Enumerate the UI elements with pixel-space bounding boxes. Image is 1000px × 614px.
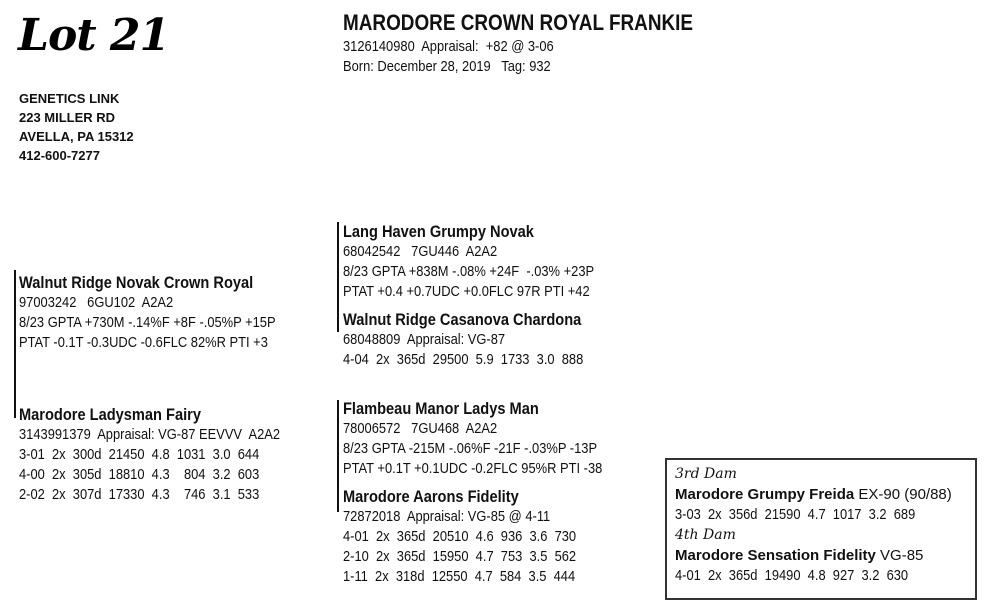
sire-id: 97003242 6GU102 A2A2 bbox=[19, 294, 174, 311]
subject-born-line: Born: December 28, 2019 Tag: 932 bbox=[343, 58, 551, 75]
dam-dam-record: 2-10 2x 365d 15950 4.7 753 3.5 562 bbox=[343, 548, 577, 565]
dam-dam-record: 1-11 2x 318d 12550 4.7 584 3.5 444 bbox=[343, 568, 576, 585]
dam-dam-name: Marodore Aarons Fidelity bbox=[343, 487, 519, 506]
dam-id: 3143991379 Appraisal: VG-87 EEVVV A2A2 bbox=[19, 426, 281, 443]
sire-gpta: 8/23 GPTA +730M -.14%F +8F -.05%P +15P bbox=[19, 314, 276, 331]
sire-sire-ptat: PTAT +0.4 +0.7UDC +0.0FLC 97R PTI +42 bbox=[343, 283, 590, 300]
sire-sire-id: 68042542 7GU446 A2A2 bbox=[343, 243, 498, 260]
third-dam-label: 3rd Dam bbox=[675, 466, 737, 482]
consignor-name: GENETICS LINK bbox=[19, 91, 120, 106]
subject-block bbox=[343, 10, 750, 77]
dam-name: Marodore Ladysman Fairy bbox=[19, 405, 201, 424]
third-dam-appraisal: EX-90 (90/88) bbox=[854, 486, 952, 503]
consignor-street: 223 MILLER RD bbox=[19, 110, 116, 125]
dam-dam-id: 72872018 Appraisal: VG-85 @ 4-11 bbox=[343, 508, 551, 525]
consignor-phone: 412-600-7277 bbox=[19, 148, 100, 163]
subject-name: MARODORE CROWN ROYAL FRANKIE bbox=[343, 10, 694, 35]
sire-dam-name: Walnut Ridge Casanova Chardona bbox=[343, 310, 582, 329]
fourth-dam-heading bbox=[675, 545, 954, 566]
sire-name: Walnut Ridge Novak Crown Royal bbox=[19, 273, 254, 292]
fourth-dam-appraisal: VG-85 bbox=[875, 547, 924, 564]
consignor-block bbox=[19, 89, 134, 165]
dam-sire-id: 78006572 7GU468 A2A2 bbox=[343, 420, 498, 437]
pedigree-bracket-sire bbox=[337, 222, 339, 332]
sire-dam-record: 4-04 2x 365d 29500 5.9 1733 3.0 888 bbox=[343, 351, 584, 368]
pedigree-bracket-dam bbox=[337, 400, 339, 512]
third-dam-name: Marodore Grumpy Freida bbox=[675, 486, 855, 503]
dam-sire-ptat: PTAT +0.1T +0.1UDC -0.2FLC 95%R PTI -38 bbox=[343, 460, 603, 477]
dam-sire-name: Flambeau Manor Ladys Man bbox=[343, 399, 539, 418]
sire-sire-gpta: 8/23 GPTA +838M -.08% +24F -.03% +23P bbox=[343, 263, 595, 280]
sire-sire-name: Lang Haven Grumpy Novak bbox=[343, 222, 534, 241]
dam-sire-block bbox=[343, 398, 645, 479]
pedigree-bracket-left bbox=[14, 270, 16, 418]
dam-sire-gpta: 8/23 GPTA -215M -.06%F -21F -.03%P -13P bbox=[343, 440, 598, 457]
dam-record: 3-01 2x 300d 21450 4.8 1031 3.0 644 bbox=[19, 446, 260, 463]
sire-dam-id: 68048809 Appraisal: VG-87 bbox=[343, 331, 506, 348]
ancestral-dams-box bbox=[665, 458, 977, 600]
dam-record: 4-00 2x 305d 18810 4.3 804 3.2 603 bbox=[19, 466, 260, 483]
sire-dam-block bbox=[343, 309, 622, 370]
fourth-dam-record: 4-01 2x 365d 19490 4.8 927 3.2 630 bbox=[675, 567, 909, 584]
sire-block bbox=[19, 272, 317, 353]
consignor-city: AVELLA, PA 15312 bbox=[19, 129, 134, 144]
subject-id-line: 3126140980 Appraisal: +82 @ 3-06 bbox=[343, 38, 554, 55]
dam-block bbox=[19, 404, 323, 505]
lot-number: Lot 21 bbox=[18, 10, 170, 61]
dam-dam-block bbox=[343, 486, 614, 587]
sire-ptat: PTAT -0.1T -0.3UDC -0.6FLC 82%R PTI +3 bbox=[19, 334, 268, 351]
sire-sire-block bbox=[343, 221, 635, 302]
fourth-dam-name: Marodore Sensation Fidelity bbox=[675, 547, 876, 564]
third-dam-heading bbox=[675, 484, 954, 505]
dam-record: 2-02 2x 307d 17330 4.3 746 3.1 533 bbox=[19, 486, 260, 503]
third-dam-record: 3-03 2x 356d 21590 4.7 1017 3.2 689 bbox=[675, 506, 916, 523]
dam-dam-record: 4-01 2x 365d 20510 4.6 936 3.6 730 bbox=[343, 528, 577, 545]
fourth-dam-label: 4th Dam bbox=[675, 527, 736, 543]
